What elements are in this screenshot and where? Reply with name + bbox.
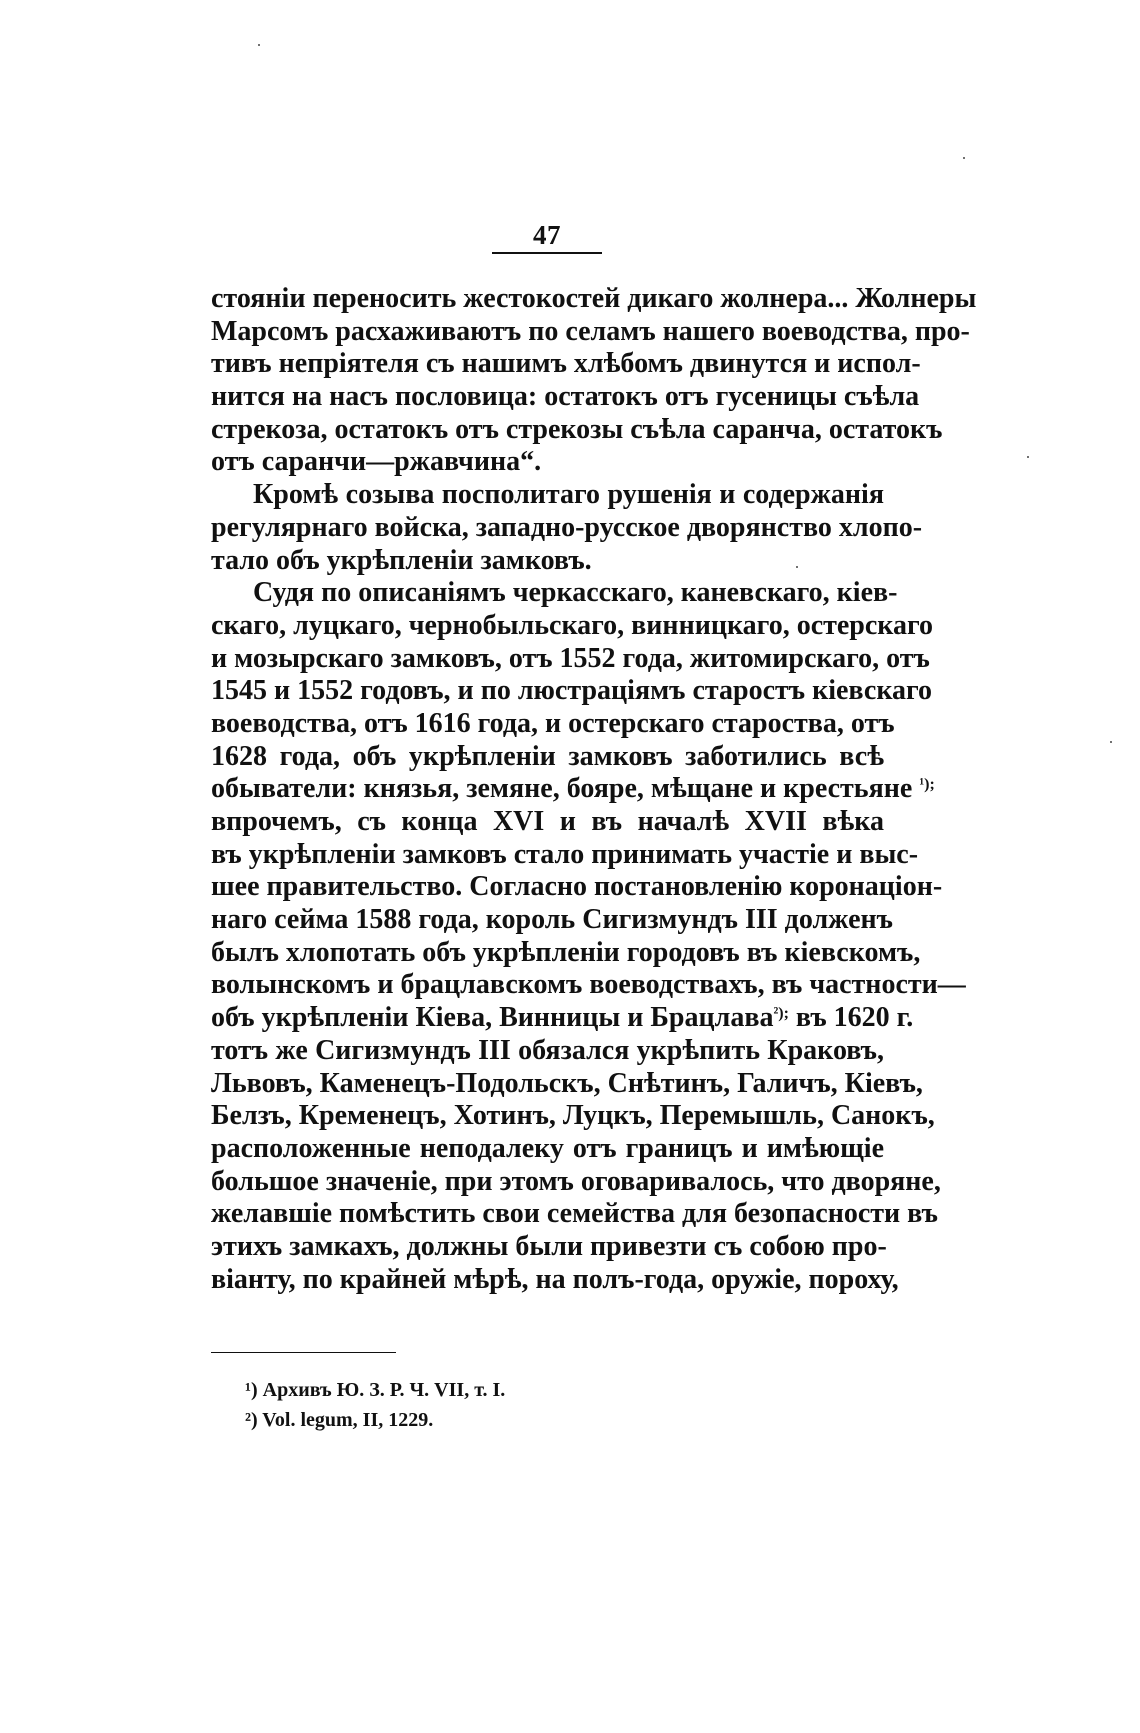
text-line: наго сейма 1588 года, король Сигизмундъ III долженъ	[211, 904, 893, 936]
text-line: Львовъ, Каменецъ-Подольскъ, Снѣтинъ, Галичъ, Кіевъ,	[211, 1067, 923, 1099]
text-line-with-footnote-1	[211, 773, 935, 806]
text-line: скаго, луцкаго, чернобыльскаго, винницкаго, остерскаго	[211, 609, 934, 641]
text-line: стрекоза, остатокъ отъ стрекозы съѣла саранча, остатокъ	[211, 413, 943, 445]
text-line: 1545 и 1552 годовъ, и по люстраціямъ старостъ кіевскаго	[211, 675, 933, 707]
footnote-1-text: Архивъ Ю. З. Р. Ч. VII, т. I.	[257, 1379, 506, 1401]
header-rule	[492, 252, 602, 254]
text-line: волынскомъ и брацлавскомъ воеводствахъ, въ частности—	[211, 969, 966, 1001]
footnote-2-text: Vol. legum, II, 1229.	[257, 1409, 434, 1431]
text-line-15: обыватели: князья, земяне, бояре, мѣщане и крестьяне	[211, 773, 913, 805]
footnote-rule	[211, 1352, 396, 1353]
text-line: нится на насъ пословица: остатокъ отъ гусеницы съѣла	[211, 381, 920, 413]
text-line-22: объ укрѣпленіи Кіева, Винницы и Брацлава	[211, 1002, 774, 1034]
footnote-2	[245, 1405, 665, 1435]
text-line: Судя по описаніямъ черкасскаго, каневскаго, кіев-	[253, 577, 898, 609]
footnote-1	[245, 1375, 665, 1405]
text-line: тотъ же Сигизмундъ III обязался укрѣпить Краковъ,	[211, 1034, 884, 1066]
text-line: регулярнаго войска, западно-русское дворянство хлопо-	[211, 511, 923, 543]
text-line: этихъ замкахъ, должны были привезти съ собою про-	[211, 1230, 887, 1262]
text-line: въ укрѣпленіи замковъ стало принимать участіе и выс-	[211, 838, 919, 870]
text-line: тивъ непріятеля съ нашимъ хлѣбомъ двинутся и испол-	[211, 348, 921, 380]
text-line: отъ саранчи—ржавчина“.	[211, 446, 542, 478]
body-text	[211, 283, 977, 1296]
text-line-22-tail: въ 1620 г.	[788, 1002, 914, 1034]
text-line: воеводства, отъ 1616 года, и остерскаго староства, отъ	[211, 707, 895, 739]
footnotes	[245, 1375, 665, 1435]
text-line: расположенные неподалеку отъ границъ и имѣющіе	[211, 1132, 884, 1164]
page-number: 47	[533, 220, 561, 250]
scan-speck	[796, 566, 798, 568]
footnote-ref-2: ²);	[773, 1005, 789, 1023]
text-line: шее правительство. Согласно постановленію коронаціон-	[211, 871, 943, 903]
text-line: 1628 года, объ укрѣпленіи замковъ заботились всѣ	[211, 740, 884, 772]
text-line: впрочемъ, съ конца XVI и въ началѣ XVII вѣка	[211, 806, 884, 837]
scan-speck	[963, 157, 965, 159]
text-line: и мозырскаго замковъ, отъ 1552 года, житомирскаго, отъ	[211, 642, 930, 674]
footnote-2-marker: ²)	[245, 1409, 258, 1431]
text-line: желавшіе помѣстить свои семейства для безопасности въ	[211, 1198, 938, 1230]
scan-speck	[1027, 456, 1029, 458]
text-line: віанту, по крайней мѣрѣ, на полъ-года, оружіе, пороху,	[211, 1263, 899, 1295]
text-line: большое значеніе, при этомъ оговаривалось, что дворяне,	[211, 1165, 941, 1197]
text-line: былъ хлопотать объ укрѣпленіи городовъ въ кіевскомъ,	[211, 936, 921, 968]
text-line: тало объ укрѣпленіи замковъ.	[211, 544, 592, 576]
footnote-1-marker: ¹)	[245, 1379, 258, 1401]
scan-speck	[1110, 741, 1112, 743]
scan-speck	[258, 44, 260, 46]
text-line: Марсомъ расхаживаютъ по селамъ нашего воеводства, про-	[211, 315, 970, 347]
text-line: Белзъ, Кременецъ, Хотинъ, Луцкъ, Перемышль, Санокъ,	[211, 1100, 935, 1132]
text-line-with-footnote-2	[211, 1002, 914, 1035]
footnote-ref-1: ¹);	[919, 776, 935, 794]
text-line: Кромѣ созыва посполитаго рушенія и содержанія	[253, 479, 884, 511]
text-line: стояніи переносить жестокостей дикаго жолнера... Жолнеры	[211, 283, 977, 314]
